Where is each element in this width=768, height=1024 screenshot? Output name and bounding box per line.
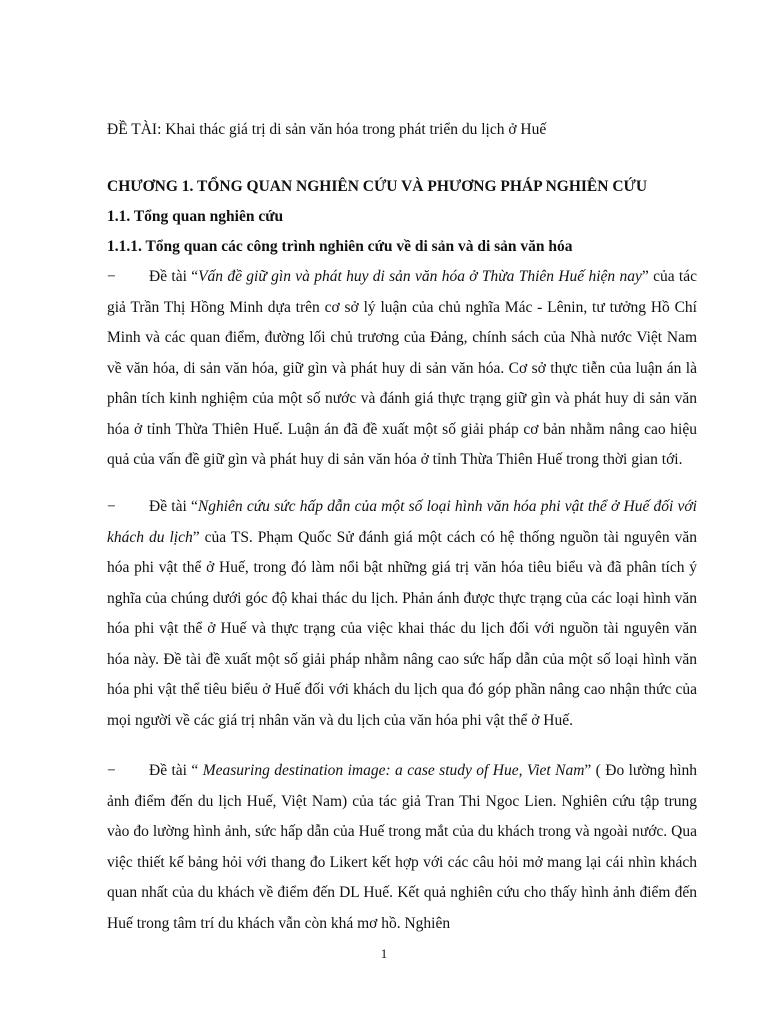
paragraph-2 bbox=[107, 492, 697, 736]
topic-line: ĐỀ TÀI: Khai thác giá trị di sản văn hóa trong phát triển du lịch ở Huế bbox=[107, 121, 547, 138]
paragraph-lead: Đề tài “ bbox=[149, 762, 203, 779]
chapter-heading: CHƯƠNG 1. TỔNG QUAN NGHIÊN CỨU VÀ PHƯƠNG PHÁP NGHIÊN CỨU bbox=[107, 178, 648, 195]
work-title: Nghiên cứu sức hấp dẫn của một số loại hình văn hóa phi vật thể ở Huế đối với khách du lịch bbox=[107, 498, 697, 546]
dash-bullet: − bbox=[107, 498, 116, 515]
section-heading-1-1-1: 1.1.1. Tổng quan các công trình nghiên cứu về di sản và di sản văn hóa bbox=[107, 238, 573, 255]
paragraph-lead: Đề tài “ bbox=[149, 498, 198, 515]
dash-bullet: − bbox=[107, 762, 116, 779]
paragraph-text: ” của TS. Phạm Quốc Sử đánh giá một cách có hệ thống nguồn tài nguyên văn hóa phi vật thể ở Huế, trong đó làm nổi bật những giá trị văn hóa tiêu biểu và đã phân tích ý nghĩa của chúng dưới góc độ khai thác du lịch. Phản ánh được thực trạng của các loại hình văn hóa phi vật thể ở Huế và thực trạng của việc khai thác du lịch đối với nguồn tài nguyên văn hóa này. Đề tài đề xuất một số giải pháp nhằm nâng cao sức hấp dẫn của một số loại hình văn hóa phi vật thể tiêu biểu ở Huế đối với khách du lịch qua đó góp phần nâng cao nhận thức của mọi người về các giá trị nhân văn và du lịch của văn hóa phi vật thể ở Huế. bbox=[107, 528, 697, 729]
paragraph-3 bbox=[107, 756, 697, 939]
dash-bullet: − bbox=[107, 268, 116, 285]
paragraph-lead: Đề tài “ bbox=[149, 268, 199, 285]
paragraph-text: ” ( Đo lường hình ảnh điểm đến du lịch Huế, Việt Nam) của tác giả Tran Thi Ngoc Lien. Nghiên cứu tập trung vào đo lường hình ảnh, sức hấp dẫn của Huế trong mắt của du khách trong và ngoài nước. Qua việc thiết kế bảng hỏi với thang đo Likert kết hợp với các câu hỏi mở mang lại cái nhìn khách quan nhất của du khách về điểm đến DL Huế. Kết quả nghiên cứu cho thấy hình ảnh điểm đến Huế trong tâm trí du khách vẫn còn khá mơ hồ. Nghiên bbox=[107, 762, 697, 932]
paragraph-text: ” của tác giả Trần Thị Hồng Minh dựa trên cơ sở lý luận của chủ nghĩa Mác - Lênin, tư tưởng Hồ Chí Minh và các quan điểm, đường lối chủ trương của Đảng, chính sách của Nhà nước Việt Nam về văn hóa, di sản văn hóa, giữ gìn và phát huy di sản văn hóa. Cơ sở thực tiễn của luận án là phân tích kinh nghiệm của một số nước và đánh giá thực trạng giữ gìn và phát huy di sản văn hóa ở tỉnh Thừa Thiên Huế. Luận án đã đề xuất một số giải pháp cơ bản nhằm nâng cao hiệu quả của vấn đề giữ gìn và phát huy di sản văn hóa ở tỉnh Thừa Thiên Huế trong thời gian tới. bbox=[107, 268, 697, 468]
paragraph-1 bbox=[107, 262, 697, 476]
page-number: 1 bbox=[380, 946, 388, 961]
work-title: Measuring destination image: a case study of Hue, Viet Nam bbox=[202, 762, 585, 779]
section-heading-1-1: 1.1. Tổng quan nghiên cứu bbox=[107, 208, 284, 225]
work-title: Vấn đề giữ gìn và phát huy di sản văn hóa ở Thừa Thiên Huế hiện nay bbox=[198, 268, 642, 285]
